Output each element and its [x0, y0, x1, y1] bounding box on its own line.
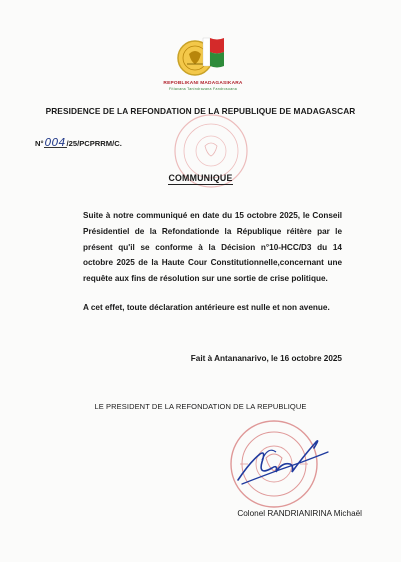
page-title: PRESIDENCE DE LA REFONDATION DE LA REPUBLIQUE DE MADAGASCAR: [45, 106, 356, 116]
reference-prefix: N°: [35, 139, 44, 148]
republic-emblem-icon: [173, 30, 225, 82]
body-paragraph-1: Suite à notre communiqué en date du 15 octobre 2025, le Conseil Présidentiel de la Refondationde la République réitère par le présent qu'il se conforme à la Décision n°10-HCC/D3 du 14 octobre 2025 de la Haute Cour Constitutionnelle,concernant une requête aux fins de résolution sur une sortie de crise politique.: [83, 211, 342, 284]
reference-number: [35, 136, 122, 149]
reference-suffix: /25/PCPRRM/C.: [66, 139, 122, 148]
handwritten-signature: [232, 432, 332, 490]
org-name: REPOBLIKANI MADAGASIKARA: [163, 81, 243, 86]
signer-title: LE PRESIDENT DE LA REFONDATION DE LA REPUBLIQUE: [94, 402, 307, 411]
reference-handwritten-number: 004: [44, 136, 66, 149]
document-heading-text: COMMUNIQUE: [168, 173, 233, 183]
place-and-date: Fait à Antananarivo, le 16 octobre 2025: [190, 354, 342, 363]
body-paragraph-2: A cet effet, toute déclaration antérieure est nulle et non avenue.: [83, 302, 330, 312]
document-body: [83, 208, 342, 329]
signer-name: Colonel RANDRIANIRINA Michaël: [237, 509, 362, 518]
document-heading: [0, 173, 401, 183]
org-motto: Fitiavana Tanindrazana Fandrosoana: [169, 87, 237, 91]
